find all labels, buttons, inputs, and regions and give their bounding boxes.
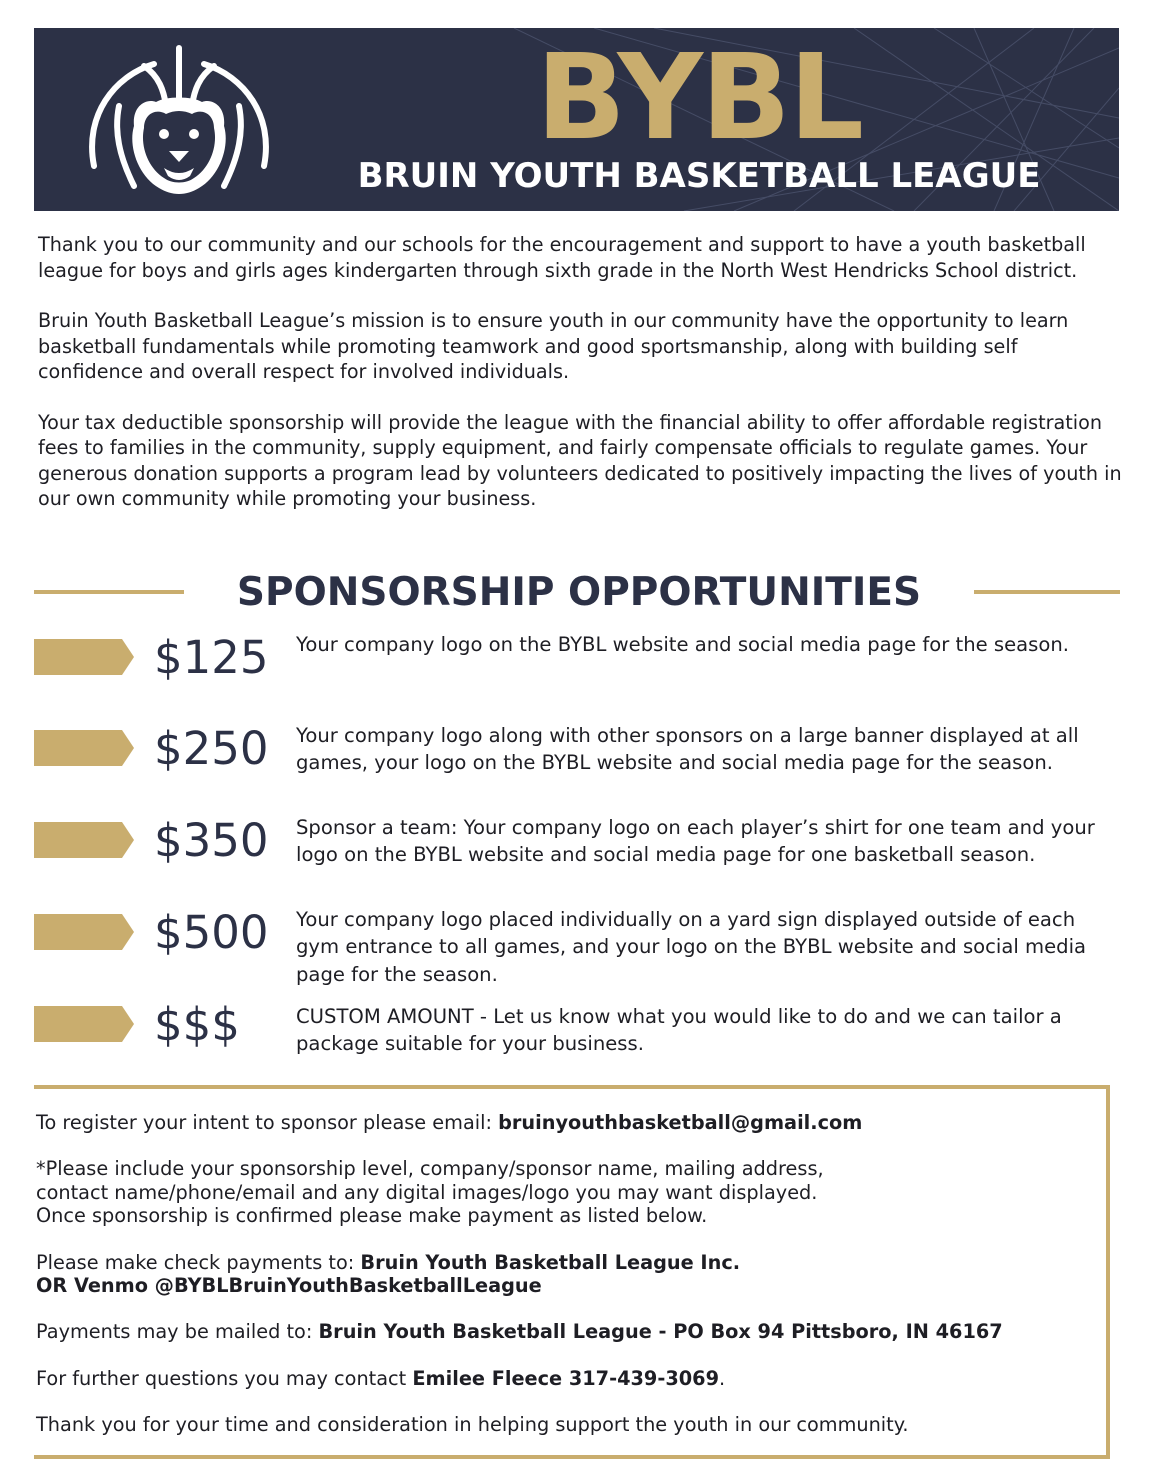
- tier-price: $350: [154, 814, 269, 867]
- mailing-info: [36, 1320, 1101, 1343]
- sponsor-email-link[interactable]: bruinyouthbasketball@gmail.com: [498, 1111, 863, 1134]
- heading-rule-right: [974, 590, 1120, 594]
- tier-arrow-icon: [34, 914, 134, 950]
- check-text: Please make check payments to:: [36, 1250, 361, 1274]
- tier-description: Your company logo along with other sponsors on a large banner displayed at all games, your logo on the BYBL website and social media page for the season.: [296, 724, 1079, 775]
- tier-description: Sponsor a team: Your company logo on each player’s shirt for one team and your logo on the BYBL website and social media page for one basketball season.: [296, 816, 1095, 867]
- tier-description: Your company logo placed individually on a yard sign displayed outside of each gym entrance to all games, and your logo on the BYBL website and social media page for the season.: [296, 908, 1087, 986]
- tier-price: $$$: [154, 998, 240, 1051]
- heading-rule-left: [34, 590, 184, 594]
- mail-address: Bruin Youth Basketball League - PO Box 94 Pittsboro, IN 46167: [318, 1320, 1003, 1344]
- donation-paragraph: Your tax deductible sponsorship will provide the league with the financial ability to offer affordable registration fees to families in the community, supply equipment, and fairly compensate officials to regulate games. Your generous donation supports a program lead by volunteers dedicated to positively impacting the lives of youth in our own community while promoting your business.: [38, 410, 1122, 510]
- register-text: To register your intent to sponsor please email:: [36, 1111, 499, 1134]
- questions-info: [36, 1367, 1101, 1390]
- header-banner: [34, 28, 1119, 211]
- tier-description: Your company logo on the BYBL website and social media page for the season.: [296, 633, 1070, 656]
- payment-info: [36, 1251, 1101, 1298]
- league-name: BRUIN YOUTH BASKETBALL LEAGUE: [357, 156, 1041, 196]
- mail-text: Payments may be mailed to:: [36, 1320, 319, 1344]
- contact-box: [34, 1085, 1110, 1459]
- bear-basketball-logo: [74, 36, 284, 206]
- mission-paragraph: Bruin Youth Basketball League’s mission is to ensure youth in our community have the opportunity to learn basketball fundamentals while promoting teamwork and good sportsmanship, along with building self confidence and overall respect for involved individuals.: [38, 309, 1069, 383]
- questions-text: For further questions you may contact: [36, 1366, 413, 1390]
- tier-description: CUSTOM AMOUNT - Let us know what you would like to do and we can tailor a package suitable for your business.: [296, 1005, 1062, 1056]
- sponsorship-heading-row: [34, 568, 1120, 618]
- tier-price: $125: [154, 631, 269, 684]
- tier-price: $500: [154, 906, 269, 959]
- register-line: [36, 1111, 1101, 1134]
- venmo-handle: OR Venmo @BYBLBruinYouthBasketballLeague: [36, 1274, 542, 1298]
- tier-price: $250: [154, 722, 269, 775]
- include-line-3: Once sponsorship is confirmed please make payment as listed below.: [36, 1204, 708, 1228]
- contact-person: Emilee Fleece 317-439-3069: [412, 1366, 720, 1390]
- sponsorship-heading: SPONSORSHIP OPPORTUNITIES: [236, 570, 922, 615]
- brand-title: BYBL: [535, 28, 863, 166]
- questions-end: .: [719, 1366, 726, 1390]
- include-note: [36, 1157, 1101, 1227]
- intro-section: [38, 232, 1123, 537]
- tier-arrow-icon: [34, 639, 134, 675]
- tier-arrow-icon: [34, 822, 134, 858]
- intro-paragraph: Thank you to our community and our schools for the encouragement and support to have a youth basketball league for boys and girls ages kindergarten through sixth grade in the North West Hendricks School district.: [38, 233, 1086, 282]
- closing-thanks: Thank you for your time and consideration in helping support the youth in our community.: [36, 1413, 909, 1437]
- include-line-2: contact name/phone/email and any digital images/logo you may want displayed.: [36, 1180, 818, 1204]
- tier-arrow-icon: [34, 1006, 134, 1042]
- check-payee: Bruin Youth Basketball League Inc.: [360, 1250, 741, 1274]
- include-line-1: *Please include your sponsorship level, company/sponsor name, mailing address,: [36, 1157, 824, 1181]
- tier-arrow-icon: [34, 730, 134, 766]
